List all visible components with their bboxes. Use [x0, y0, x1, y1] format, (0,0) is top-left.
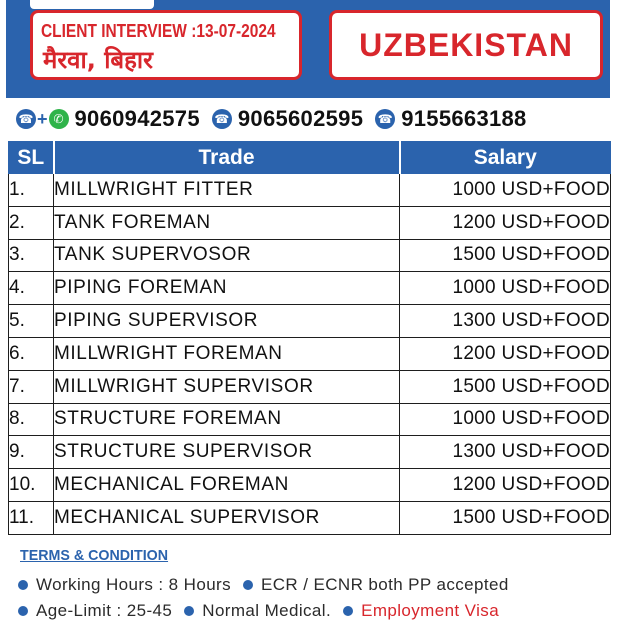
row-trade: STRUCTURE FOREMAN: [54, 403, 400, 436]
row-trade: MILLWRIGHT FOREMAN: [54, 337, 400, 370]
table-row: [9, 436, 611, 469]
table-header-row: [9, 142, 611, 174]
table-row: [9, 501, 611, 534]
row-sl: 3.: [9, 239, 54, 272]
table-row: [9, 305, 611, 338]
phone-number[interactable]: 9155663188: [401, 106, 527, 131]
row-sl: 5.: [9, 305, 54, 338]
bullet-icon: [343, 606, 353, 616]
bullet-icon: [18, 606, 28, 616]
bullet-icon: [184, 606, 194, 616]
row-trade: MILLWRIGHT FITTER: [54, 174, 400, 207]
row-sl: 10.: [9, 469, 54, 502]
terms-item-visa: Employment Visa: [361, 601, 500, 620]
terms-item: Normal Medical.: [202, 601, 332, 620]
interview-box: [30, 10, 302, 80]
country-box: [329, 10, 603, 80]
row-sl: 8.: [9, 403, 54, 436]
row-trade: STRUCTURE SUPERVISOR: [54, 436, 400, 469]
row-trade: MECHANICAL FOREMAN: [54, 469, 400, 502]
row-trade: PIPING SUPERVISOR: [54, 305, 400, 338]
table-row: [9, 469, 611, 502]
row-sl: 4.: [9, 272, 54, 305]
header-salary: Salary: [400, 142, 611, 174]
table-row: [9, 403, 611, 436]
phone-number[interactable]: 9065602595: [237, 106, 364, 131]
header-tab: [30, 0, 154, 9]
plus-sign: +: [37, 108, 48, 129]
row-sl: 7.: [9, 370, 54, 403]
row-sl: 11.: [9, 501, 54, 534]
terms-item: ECR / ECNR both PP accepted: [261, 575, 509, 594]
table-row: [9, 370, 611, 403]
row-trade: MECHANICAL SUPERVISOR: [54, 501, 400, 534]
table-row: [9, 337, 611, 370]
table-row: [9, 239, 611, 272]
jobs-table: [8, 141, 611, 535]
row-trade: PIPING FOREMAN: [54, 272, 400, 305]
row-sl: 1.: [9, 174, 54, 207]
header-sl: SL: [9, 142, 54, 174]
terms-line: [18, 575, 509, 595]
phone-icon: ☎: [375, 109, 395, 129]
terms-item: Working Hours : 8 Hours: [36, 575, 232, 594]
contact-numbers: [16, 104, 539, 134]
row-salary: 1200 USD+FOOD: [400, 206, 611, 239]
phone-number[interactable]: 9060942575: [74, 106, 200, 131]
row-salary: 1200 USD+FOOD: [400, 469, 611, 502]
row-salary: 1500 USD+FOOD: [400, 501, 611, 534]
row-salary: 1300 USD+FOOD: [400, 305, 611, 338]
row-salary: 1000 USD+FOOD: [400, 403, 611, 436]
bullet-icon: [243, 580, 253, 590]
table-row: [9, 272, 611, 305]
row-salary: 1000 USD+FOOD: [400, 174, 611, 207]
row-trade: TANK SUPERVOSOR: [54, 239, 400, 272]
phone-icon: ☎: [212, 109, 232, 129]
whatsapp-icon: ✆: [49, 109, 69, 129]
bullet-icon: [18, 580, 28, 590]
row-salary: 1200 USD+FOOD: [400, 337, 611, 370]
terms-heading: TERMS & CONDITION: [20, 547, 169, 564]
row-salary: 1500 USD+FOOD: [400, 370, 611, 403]
row-trade: TANK FOREMAN: [54, 206, 400, 239]
header-trade: Trade: [54, 142, 400, 174]
table-row: [9, 174, 611, 207]
row-trade: MILLWRIGHT SUPERVISOR: [54, 370, 400, 403]
row-sl: 6.: [9, 337, 54, 370]
row-salary: 1300 USD+FOOD: [400, 436, 611, 469]
country-title: UZBEKISTAN: [359, 26, 573, 63]
interview-location: मैरवा, बिहार: [43, 46, 153, 74]
header-band: [6, 0, 610, 98]
table-row: [9, 206, 611, 239]
terms-line: [18, 601, 499, 621]
terms-item: Age-Limit : 25-45: [36, 601, 173, 620]
row-sl: 2.: [9, 206, 54, 239]
row-salary: 1000 USD+FOOD: [400, 272, 611, 305]
row-sl: 9.: [9, 436, 54, 469]
row-salary: 1500 USD+FOOD: [400, 239, 611, 272]
interview-date: CLIENT INTERVIEW :13-07-2024: [41, 21, 276, 41]
phone-icon: ☎: [16, 109, 36, 129]
